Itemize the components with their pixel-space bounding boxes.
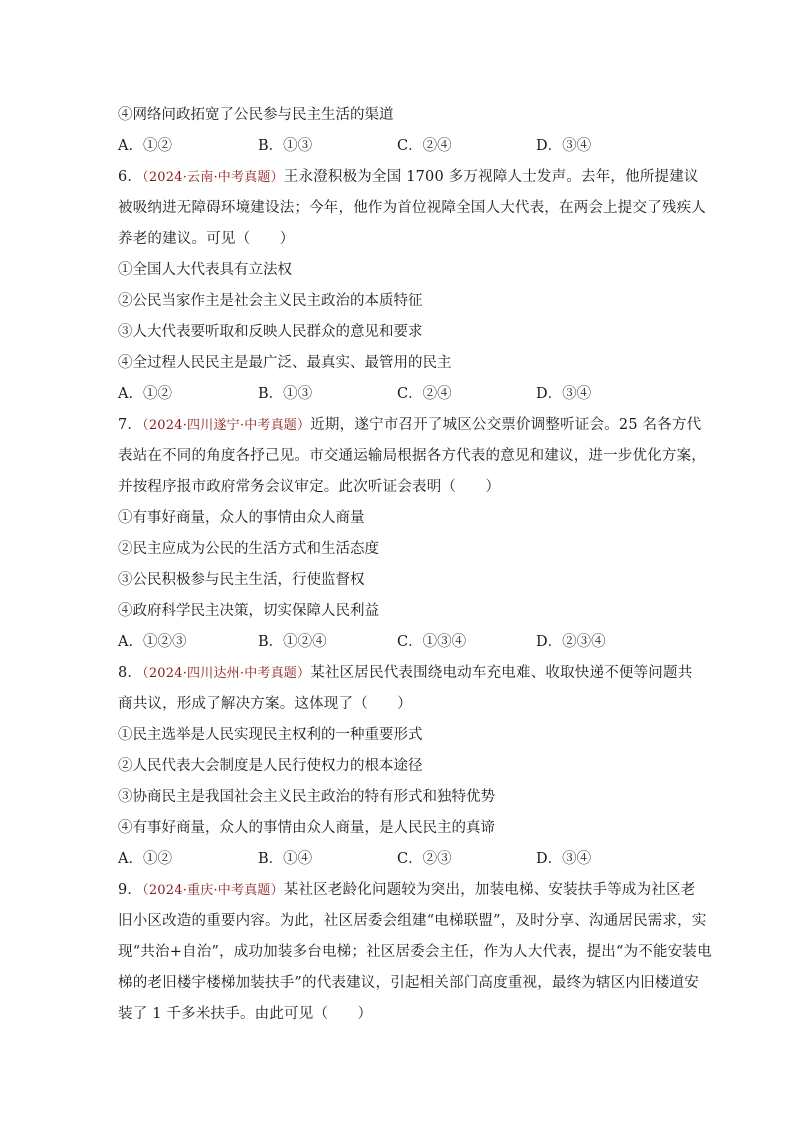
option-b: B．①③ [258,138,313,154]
question-8-line-1 [118,658,693,689]
statement-text: ①有事好商量，众人的事情由众人商量 [118,510,365,526]
option-d: D．③④ [536,386,592,402]
option-c: C．①③④ [397,634,467,650]
statement-text: ②民主应成为公民的生活方式和生活态度 [118,541,379,557]
statement-text: ④政府科学民主决策，切实保障人民利益 [118,603,379,619]
question-text: 王永澄积极为全国 1700 多万视障人士发声。去年，他所提建议 [283,169,699,185]
question-9-line-1 [118,875,696,906]
question-9-line-3 [118,937,712,968]
answer-options [118,627,678,658]
option-d: D．③④ [536,851,592,867]
statement-line [118,255,678,286]
option-a: A．①② [118,851,172,867]
option-c: C．②④ [397,138,452,154]
statement-text: ④全过程人民民主是最广泛、最真实、最管用的民主 [118,355,452,371]
answer-options [118,379,678,410]
statement-text: ③人大代表要听取和反映人民群众的意见和要求 [118,324,423,340]
question-9-line-2 [118,906,707,937]
statement-text: ①民主选举是人民实现民主权利的一种重要形式 [118,727,423,743]
exam-page [118,100,712,1030]
option-c: C．②③ [397,851,452,867]
question-7-line-1 [118,410,702,441]
question-text: 表站在不同的角度各抒己见。市交通运输局根据各方代表的意见和建议，进一步优化方案， [118,448,706,464]
statement-line [118,534,678,565]
option-a: A．①② [118,386,172,402]
option-b: B．①④ [258,851,313,867]
statement-text: ③公民积极参与民主生活，行使监督权 [118,572,365,588]
option-b: B．①③ [258,386,313,402]
answer-options [118,131,678,162]
question-8-line-2 [118,689,678,720]
question-7-line-3 [118,472,678,503]
statement-line [118,813,678,844]
question-6-line-2 [118,193,706,224]
statement-line [118,782,678,813]
question-text: 并按程序报市政府常务会议审定。此次听证会表明（ ） [118,479,501,495]
question-6-line-3 [118,224,678,255]
question-text: 旧小区改造的重要内容。为此，社区居委会组建“电梯联盟”，及时分享、沟通居民需求，实 [118,913,707,929]
statement-line [118,348,678,379]
statement-text: ②公民当家作主是社会主义民主政治的本质特征 [118,293,423,309]
option-b: B．①②④ [258,634,327,650]
question-source: （2024·重庆·中考真题） [142,883,284,898]
statement-line [118,503,678,534]
option-d: D．②③④ [536,634,606,650]
question-text: 现“共治+自治”，成功加装多台电梯；社区居委会主任，作为人大代表，提出“为不能安装电 [118,944,712,960]
question-text: 某社区居民代表围绕电动车充电难、收取快递不便等问题共 [310,665,693,681]
question-text: 养老的建议。可见（ ） [118,231,295,247]
option-a: A．①② [118,138,172,154]
option-d: D．③④ [536,138,592,154]
statement-line [118,565,678,596]
statement-line [118,100,678,131]
statement-text: ②人民代表大会制度是人民行使权力的根本途径 [118,758,423,774]
question-number: 8． [118,665,143,681]
question-6-line-1 [118,162,699,193]
statement-text: ④有事好商量，众人的事情由众人商量，是人民民主的真谛 [118,820,495,836]
question-number: 7． [118,417,143,433]
question-source: （2024·四川遂宁·中考真题） [142,418,311,433]
question-7-line-2 [118,441,706,472]
question-text: 被吸纳进无障碍环境建设法；今年，他作为首位视障全国人大代表，在两会上提交了残疾人 [118,200,706,216]
question-9-line-4 [118,968,699,999]
answer-options [118,844,678,875]
statement-text: ①全国人大代表具有立法权 [118,262,292,278]
statement-line [118,317,678,348]
question-text: 商共议，形成了解决方案。这体现了（ ） [118,696,412,712]
question-text: 近期，遂宁市召开了城区公交票价调整听证会。25 名各方代 [310,417,702,433]
statement-line [118,286,678,317]
option-c: C．②④ [397,386,452,402]
question-text: 装了 1 千多米扶手。由此可见（ ） [118,1006,373,1022]
statement-line [118,596,678,627]
question-source: （2024·四川达州·中考真题） [142,666,311,681]
statement-line [118,720,678,751]
statement-text: ③协商民主是我国社会主义民主政治的特有形式和独特优势 [118,789,495,805]
statement-line [118,751,678,782]
option-a: A．①②③ [118,634,187,650]
question-text: 某社区老龄化问题较为突出，加装电梯、安装扶手等成为社区老 [283,882,696,898]
question-9-line-5 [118,999,678,1030]
question-text: 梯的老旧楼宇楼梯加装扶手”的代表建议，引起相关部门高度重视，最终为辖区内旧楼道安 [118,975,699,991]
question-number: 6． [118,169,143,185]
statement-text: ④网络问政拓宽了公民参与民主生活的渠道 [118,107,394,123]
question-source: （2024·云南·中考真题） [142,170,284,185]
question-number: 9． [118,882,143,898]
